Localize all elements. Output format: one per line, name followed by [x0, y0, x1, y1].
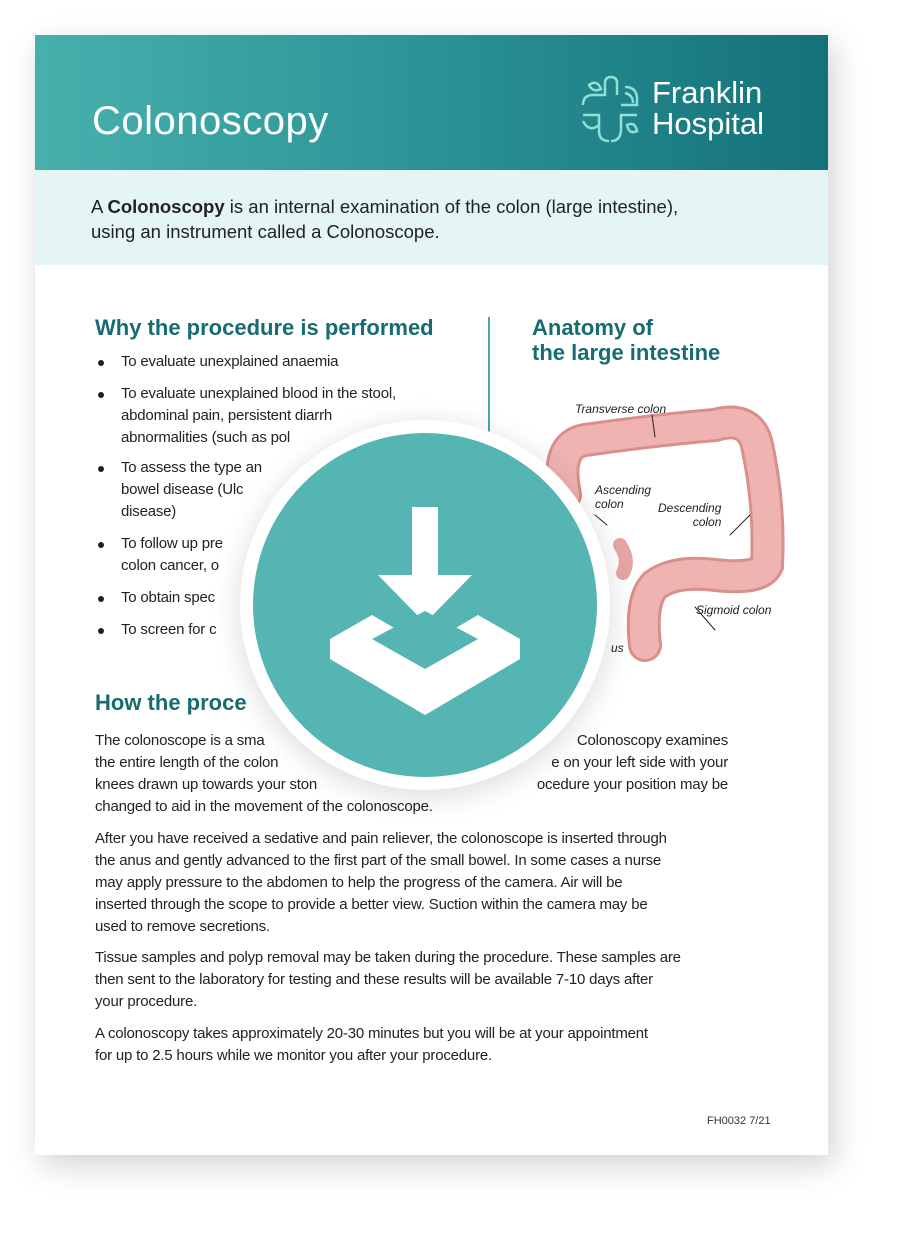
intro-text: [91, 194, 711, 244]
why-list-line: colon cancer, o: [121, 557, 219, 574]
paragraph-line: the entire length of the colon: [95, 754, 279, 771]
why-list-line: To obtain spec: [121, 589, 215, 606]
paragraph-line: the anus and gently advanced to the first part of the small bowel. In some cases a nurse: [95, 852, 662, 869]
bullet-icon: [98, 392, 104, 398]
why-list-line: disease): [121, 503, 177, 520]
paragraph-line: A colonoscopy takes approximately 20-30 minutes but you will be at your appointment: [95, 1025, 648, 1042]
header-band: [35, 35, 828, 170]
label-anus: us: [611, 641, 624, 655]
logo-line-1: Franklin: [652, 75, 763, 110]
bullet-icon: [98, 628, 104, 634]
label-sigmoid-colon: Sigmoid colon: [696, 603, 772, 617]
paragraph-line: After you have received a sedative and pain reliever, the colonoscope is inserted through: [95, 830, 667, 847]
paragraph-line-right: ocedure your position may be: [536, 776, 728, 793]
paragraph-line: changed to aid in the movement of the colonoscope.: [95, 798, 433, 815]
why-list-line: To follow up pre: [121, 535, 223, 552]
label-ascending-1: Ascending: [595, 483, 652, 497]
intro-band: [35, 170, 828, 265]
anatomy-heading: [532, 315, 720, 365]
how-heading: How the proce: [95, 690, 247, 715]
bullet-icon: [98, 542, 104, 548]
paragraph-line-right: e on your left side with your: [551, 754, 728, 771]
paragraph-line: The colonoscope is a sma: [95, 732, 265, 749]
why-list-line: bowel disease (Ulc: [121, 481, 244, 498]
hospital-name: [652, 77, 764, 139]
paragraph-line: your procedure.: [95, 993, 198, 1010]
why-list-line: To evaluate unexplained blood in the stool,: [121, 385, 396, 402]
paragraph-line: knees drawn up towards your ston: [95, 776, 318, 793]
intro-bold: Colonoscopy: [107, 196, 225, 217]
label-transverse-colon: Transverse colon: [575, 402, 667, 416]
intro-pre: A: [91, 196, 108, 217]
why-list-line: abdominal pain, persistent diarrh: [121, 407, 333, 424]
paragraph-line: may apply pressure to the abdomen to help the progress of the camera. Air will be: [95, 874, 623, 891]
page-title: Colonoscopy: [92, 99, 329, 143]
why-heading: Why the procedure is performed: [95, 315, 434, 340]
form-code: FH0032 7/21: [707, 1115, 771, 1127]
label-descending-colon: [658, 501, 721, 529]
label-descending-2: colon: [692, 515, 722, 529]
paragraph-line: inserted through the scope to provide a better view. Suction within the camera may be: [95, 896, 648, 913]
why-list-line: To screen for c: [121, 621, 217, 638]
anatomy-heading-line-1: Anatomy of: [532, 315, 653, 340]
bullet-icon: [98, 466, 104, 472]
paragraph-line: used to remove secretions.: [95, 918, 270, 935]
why-list-line: abnormalities (such as pol: [121, 429, 291, 446]
paragraph-line-right: Colonoscopy examines: [576, 732, 728, 749]
paragraph-line: Tissue samples and polyp removal may be taken during the procedure. These samples are: [95, 949, 681, 966]
paragraph-line: then sent to the laboratory for testing and these results will be available 7-10 days after: [95, 971, 653, 988]
hospital-logo-icon: [575, 75, 645, 145]
anatomy-heading-line-2: the large intestine: [532, 340, 721, 365]
bullet-icon: [98, 360, 104, 366]
download-button[interactable]: [253, 433, 597, 777]
why-list-line: To evaluate unexplained anaemia: [121, 353, 339, 370]
paragraph-line: for up to 2.5 hours while we monitor you after your procedure.: [95, 1047, 492, 1064]
label-ascending-2: colon: [595, 497, 624, 511]
why-list-line: To assess the type an: [121, 459, 262, 476]
download-icon: [323, 499, 528, 721]
logo-line-2: Hospital: [652, 106, 764, 141]
label-ascending-colon: [595, 483, 651, 511]
label-descending-1: Descending: [658, 501, 722, 515]
bullet-icon: [98, 596, 104, 602]
intro-post: is an internal examination of the colon (large intestine), using an instrument called a Colonoscope.: [91, 196, 679, 242]
